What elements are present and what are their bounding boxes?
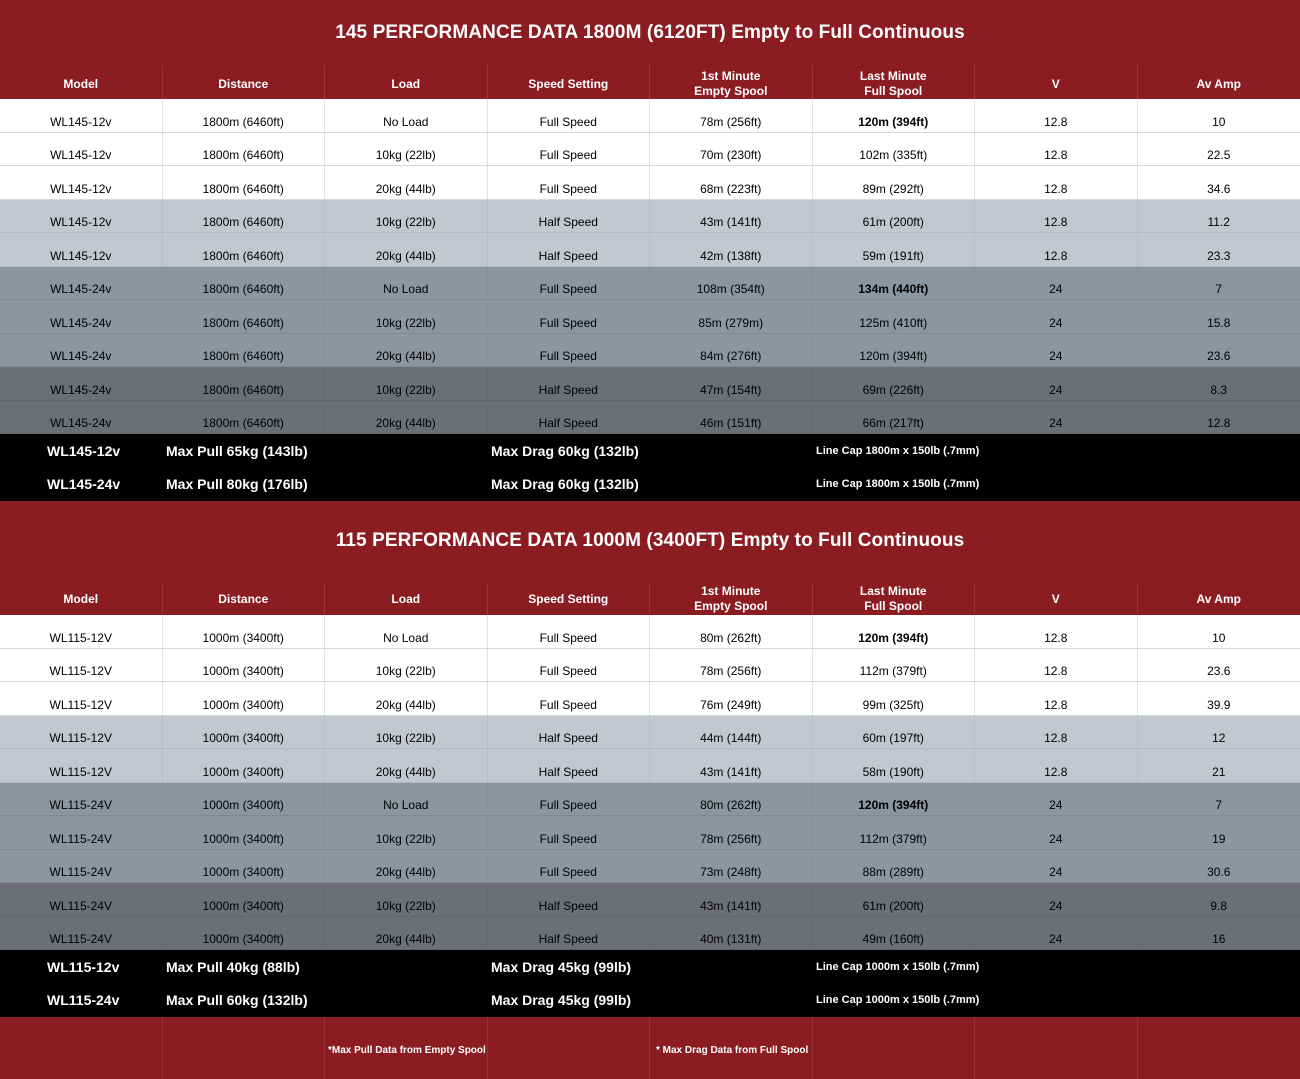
cell-first-minute: 43m (141ft)	[650, 749, 813, 782]
cell-first-minute: 68m (223ft)	[650, 166, 813, 199]
cell-last-minute: 120m (394ft)	[813, 783, 976, 816]
cell-av-amp: 10	[1212, 114, 1226, 129]
table-row	[0, 99, 1300, 133]
header-first-minute	[650, 65, 813, 99]
cell-speed: Full Speed	[488, 615, 651, 648]
cell-last-minute: 120m (394ft)	[813, 334, 976, 367]
cell-last-minute: 59m (191ft)	[813, 233, 976, 266]
cell-speed: Full Speed	[488, 300, 651, 333]
cell-distance: 1800m (6460ft)	[163, 267, 326, 300]
table-row	[0, 615, 1300, 649]
header-av-amp: Av Amp	[1196, 591, 1241, 606]
cell-voltage: 24	[975, 850, 1138, 883]
cell-voltage: 12.8	[975, 200, 1138, 233]
cell-distance: 1000m (3400ft)	[163, 883, 326, 916]
cell-last-minute: 61m (200ft)	[813, 883, 976, 916]
cell-last-minute: 99m (325ft)	[813, 682, 976, 715]
cell-last-minute: 120m (394ft)	[813, 615, 976, 648]
cell-load: 20kg (44lb)	[325, 166, 488, 199]
cell-distance: 1800m (6460ft)	[163, 334, 326, 367]
cell-first-minute: 85m (279m)	[650, 300, 813, 333]
cell-speed: Full Speed	[488, 783, 651, 816]
table-row	[0, 883, 1300, 917]
cell-speed: Full Speed	[488, 816, 651, 849]
cell-load: 20kg (44lb)	[325, 334, 488, 367]
spec-max-pull: Max Pull 60kg (132lb)	[166, 992, 308, 1009]
spec-max-drag: Max Drag 45kg (99lb)	[491, 992, 632, 1009]
section-145-title	[0, 0, 1300, 65]
cell-av-amp: 22.5	[1207, 148, 1231, 162]
cell-av-amp: 7	[1215, 798, 1223, 812]
footer-cell	[0, 1017, 163, 1079]
footnote-max-drag: * Max Drag Data from Full Spool	[656, 1045, 809, 1056]
section-145-header-row	[0, 65, 1300, 99]
spec-row	[0, 950, 1300, 984]
spec-max-drag: Max Drag 45kg (99lb)	[491, 958, 632, 975]
cell-model: WL145-12v	[0, 99, 163, 132]
cell-model: WL115-12V	[0, 682, 163, 715]
header-last-minute-line2: Full Spool	[864, 84, 923, 98]
cell-load: 10kg (22lb)	[325, 649, 488, 682]
spec-max-pull: Max Pull 40kg (88lb)	[166, 958, 300, 975]
cell-av-amp: 19	[1212, 831, 1226, 846]
cell-voltage: 24	[975, 917, 1138, 950]
cell-av-amp: 10	[1212, 630, 1226, 645]
header-first-minute-line2: Empty Spool	[694, 599, 768, 613]
cell-load: No Load	[325, 267, 488, 300]
cell-model: WL145-24v	[0, 267, 163, 300]
cell-model: WL145-12v	[0, 233, 163, 266]
cell-distance: 1800m (6460ft)	[163, 133, 326, 166]
spec-model: WL145-24v	[47, 476, 121, 493]
cell-voltage: 24	[975, 334, 1138, 367]
cell-last-minute: 69m (226ft)	[813, 367, 976, 400]
cell-first-minute: 73m (248ft)	[650, 850, 813, 883]
cell-first-minute: 46m (151ft)	[650, 401, 813, 434]
cell-distance: 1800m (6460ft)	[163, 233, 326, 266]
cell-model: WL115-12V	[0, 749, 163, 782]
cell-model: WL145-12v	[0, 133, 163, 166]
header-load: Load	[325, 583, 488, 615]
spec-max-drag: Max Drag 60kg (132lb)	[491, 442, 639, 459]
cell-distance: 1800m (6460ft)	[163, 367, 326, 400]
cell-av-amp: 30.6	[1207, 865, 1231, 879]
cell-model: WL115-24V	[0, 783, 163, 816]
cell-load: 10kg (22lb)	[325, 300, 488, 333]
cell-load: No Load	[325, 615, 488, 648]
spec-line-cap: Line Cap 1000m x 150lb (.7mm)	[816, 994, 980, 1007]
spec-row	[0, 468, 1300, 502]
table-row	[0, 816, 1300, 850]
table-row	[0, 749, 1300, 783]
cell-speed: Half Speed	[488, 200, 651, 233]
cell-first-minute: 76m (249ft)	[650, 682, 813, 715]
cell-voltage: 12.8	[975, 716, 1138, 749]
cell-voltage: 24	[975, 883, 1138, 916]
table-row	[0, 334, 1300, 368]
cell-load: 20kg (44lb)	[325, 682, 488, 715]
spec-model: WL115-24v	[47, 992, 120, 1009]
cell-distance: 1000m (3400ft)	[163, 917, 326, 950]
table-row	[0, 917, 1300, 951]
table-row	[0, 716, 1300, 750]
cell-first-minute: 40m (131ft)	[650, 917, 813, 950]
cell-model: WL145-24v	[0, 367, 163, 400]
cell-load: 20kg (44lb)	[325, 233, 488, 266]
cell-speed: Half Speed	[488, 917, 651, 950]
table-row	[0, 367, 1300, 401]
cell-av-amp: 12.8	[1207, 416, 1231, 430]
cell-first-minute: 84m (276ft)	[650, 334, 813, 367]
cell-first-minute: 42m (138ft)	[650, 233, 813, 266]
cell-speed: Half Speed	[488, 367, 651, 400]
header-speed-setting: Speed Setting	[488, 583, 651, 615]
cell-av-amp: 16	[1212, 932, 1226, 946]
table-row	[0, 267, 1300, 301]
table-row	[0, 649, 1300, 683]
cell-av-amp: 39.9	[1207, 697, 1231, 712]
cell-load: 10kg (22lb)	[325, 200, 488, 233]
cell-av-amp: 7	[1215, 282, 1223, 296]
cell-voltage: 12.8	[975, 749, 1138, 782]
cell-speed: Full Speed	[488, 649, 651, 682]
cell-voltage: 12.8	[975, 133, 1138, 166]
cell-first-minute: 78m (256ft)	[650, 816, 813, 849]
cell-distance: 1800m (6460ft)	[163, 200, 326, 233]
header-first-minute-line2: Empty Spool	[694, 84, 768, 98]
header-last-minute-line1: Last Minute	[859, 584, 927, 598]
footnote-max-pull: *Max Pull Data from Empty Spool	[328, 1045, 486, 1056]
cell-voltage: 12.8	[975, 615, 1138, 648]
cell-av-amp: 21	[1212, 764, 1226, 779]
cell-last-minute: 134m (440ft)	[813, 267, 976, 300]
cell-model: WL145-24v	[0, 401, 163, 434]
cell-av-amp: 23.6	[1207, 349, 1231, 363]
footer-cell	[1138, 1017, 1300, 1079]
cell-speed: Full Speed	[488, 133, 651, 166]
cell-load: 20kg (44lb)	[325, 917, 488, 950]
header-speed-setting: Speed Setting	[488, 65, 651, 99]
cell-load: 10kg (22lb)	[325, 367, 488, 400]
cell-last-minute: 102m (335ft)	[813, 133, 976, 166]
cell-load: 20kg (44lb)	[325, 749, 488, 782]
cell-speed: Full Speed	[488, 267, 651, 300]
section-115-title	[0, 501, 1300, 583]
header-load: Load	[325, 65, 488, 99]
cell-first-minute: 70m (230ft)	[650, 133, 813, 166]
cell-model: WL115-24V	[0, 816, 163, 849]
cell-first-minute: 78m (256ft)	[650, 99, 813, 132]
cell-model: WL145-24v	[0, 334, 163, 367]
cell-load: 10kg (22lb)	[325, 716, 488, 749]
section-115-title-text: 115 PERFORMANCE DATA 1000M (3400FT) Empty to Full Continuous	[335, 530, 965, 551]
cell-distance: 1000m (3400ft)	[163, 615, 326, 648]
cell-distance: 1000m (3400ft)	[163, 716, 326, 749]
table-row	[0, 133, 1300, 167]
cell-distance: 1800m (6460ft)	[163, 166, 326, 199]
cell-model: WL115-24V	[0, 917, 163, 950]
cell-distance: 1000m (3400ft)	[163, 682, 326, 715]
spec-row	[0, 984, 1300, 1018]
cell-distance: 1800m (6460ft)	[163, 401, 326, 434]
spec-max-pull: Max Pull 65kg (143lb)	[166, 442, 308, 459]
cell-first-minute: 108m (354ft)	[650, 267, 813, 300]
cell-last-minute: 112m (379ft)	[813, 816, 976, 849]
cell-av-amp: 12	[1212, 731, 1226, 745]
cell-voltage: 24	[975, 816, 1138, 849]
header-last-minute	[813, 583, 976, 615]
cell-model: WL115-12V	[0, 649, 163, 682]
cell-voltage: 12.8	[975, 649, 1138, 682]
cell-av-amp: 34.6	[1207, 181, 1231, 196]
spec-max-pull: Max Pull 80kg (176lb)	[166, 476, 308, 493]
cell-load: 20kg (44lb)	[325, 401, 488, 434]
cell-last-minute: 89m (292ft)	[813, 166, 976, 199]
header-last-minute-line2: Full Spool	[864, 599, 923, 613]
cell-distance: 1000m (3400ft)	[163, 816, 326, 849]
cell-last-minute: 66m (217ft)	[813, 401, 976, 434]
header-last-minute-line1: Last Minute	[859, 69, 927, 83]
cell-voltage: 12.8	[975, 99, 1138, 132]
cell-voltage: 12.8	[975, 682, 1138, 715]
spec-model: WL145-12v	[47, 442, 121, 459]
header-last-minute	[813, 65, 976, 99]
footer-notes	[0, 1017, 1300, 1079]
header-first-minute	[650, 583, 813, 615]
cell-speed: Full Speed	[488, 99, 651, 132]
cell-av-amp: 23.3	[1207, 248, 1231, 263]
cell-distance: 1000m (3400ft)	[163, 649, 326, 682]
cell-load: 10kg (22lb)	[325, 133, 488, 166]
cell-voltage: 12.8	[975, 233, 1138, 266]
cell-load: 10kg (22lb)	[325, 883, 488, 916]
cell-model: WL115-24V	[0, 883, 163, 916]
cell-load: No Load	[325, 783, 488, 816]
cell-load: 10kg (22lb)	[325, 816, 488, 849]
cell-av-amp: 9.8	[1210, 898, 1228, 913]
header-first-minute-line1: 1st Minute	[701, 584, 761, 598]
spec-row	[0, 434, 1300, 468]
cell-first-minute: 80m (262ft)	[650, 783, 813, 816]
header-model: Model	[0, 583, 163, 615]
cell-first-minute: 44m (144ft)	[650, 716, 813, 749]
table-row	[0, 682, 1300, 716]
cell-distance: 1800m (6460ft)	[163, 300, 326, 333]
cell-speed: Half Speed	[488, 749, 651, 782]
spec-model: WL115-12v	[47, 958, 120, 975]
cell-model: WL145-12v	[0, 200, 163, 233]
cell-speed: Half Speed	[488, 401, 651, 434]
cell-last-minute: 58m (190ft)	[813, 749, 976, 782]
cell-first-minute: 78m (256ft)	[650, 649, 813, 682]
table-row	[0, 200, 1300, 234]
cell-voltage: 24	[975, 367, 1138, 400]
cell-voltage: 24	[975, 401, 1138, 434]
header-distance: Distance	[163, 583, 326, 615]
spec-line-cap: Line Cap 1800m x 150lb (.7mm)	[816, 478, 980, 491]
footer-cell	[163, 1017, 326, 1079]
section-145-title-text: 145 PERFORMANCE DATA 1800M (6120FT) Empty to Full Continuous	[335, 21, 965, 43]
cell-av-amp: 23.6	[1207, 664, 1231, 678]
cell-model: WL145-24v	[0, 300, 163, 333]
table-row	[0, 401, 1300, 435]
footer-cell	[488, 1017, 651, 1079]
header-distance: Distance	[163, 65, 326, 99]
table-row	[0, 850, 1300, 884]
cell-distance: 1000m (3400ft)	[163, 749, 326, 782]
header-voltage: V	[975, 583, 1138, 615]
cell-first-minute: 80m (262ft)	[650, 615, 813, 648]
cell-voltage: 12.8	[975, 166, 1138, 199]
table-row	[0, 300, 1300, 334]
cell-load: No Load	[325, 99, 488, 132]
section-115-header-row	[0, 583, 1300, 615]
cell-av-amp: 8.3	[1210, 382, 1228, 397]
cell-speed: Full Speed	[488, 334, 651, 367]
cell-voltage: 24	[975, 300, 1138, 333]
cell-last-minute: 61m (200ft)	[813, 200, 976, 233]
cell-last-minute: 125m (410ft)	[813, 300, 976, 333]
header-model: Model	[0, 65, 163, 99]
table-row	[0, 783, 1300, 817]
section-115-table-body	[0, 615, 1300, 950]
cell-distance: 1000m (3400ft)	[163, 850, 326, 883]
header-voltage: V	[975, 65, 1138, 99]
cell-first-minute: 43m (141ft)	[650, 200, 813, 233]
cell-first-minute: 47m (154ft)	[650, 367, 813, 400]
table-row	[0, 233, 1300, 267]
cell-speed: Full Speed	[488, 850, 651, 883]
cell-distance: 1800m (6460ft)	[163, 99, 326, 132]
cell-av-amp: 11.2	[1207, 215, 1230, 229]
spec-line-cap: Line Cap 1800m x 150lb (.7mm)	[816, 444, 980, 457]
spec-max-drag: Max Drag 60kg (132lb)	[491, 476, 639, 493]
section-145-table-body	[0, 99, 1300, 434]
footer-cell	[975, 1017, 1138, 1079]
cell-model: WL115-12V	[0, 615, 163, 648]
cell-distance: 1000m (3400ft)	[163, 783, 326, 816]
cell-last-minute: 88m (289ft)	[813, 850, 976, 883]
cell-last-minute: 120m (394ft)	[813, 99, 976, 132]
cell-model: WL145-12v	[0, 166, 163, 199]
header-av-amp: Av Amp	[1196, 76, 1241, 91]
cell-voltage: 24	[975, 783, 1138, 816]
spec-line-cap: Line Cap 1000m x 150lb (.7mm)	[816, 960, 980, 973]
cell-speed: Full Speed	[488, 166, 651, 199]
cell-voltage: 24	[975, 267, 1138, 300]
cell-last-minute: 60m (197ft)	[813, 716, 976, 749]
footer-cell	[813, 1017, 976, 1079]
cell-speed: Half Speed	[488, 233, 651, 266]
cell-last-minute: 49m (160ft)	[813, 917, 976, 950]
cell-av-amp: 15.8	[1207, 315, 1231, 330]
cell-speed: Full Speed	[488, 682, 651, 715]
table-row	[0, 166, 1300, 200]
cell-first-minute: 43m (141ft)	[650, 883, 813, 916]
header-first-minute-line1: 1st Minute	[701, 69, 761, 83]
cell-last-minute: 112m (379ft)	[813, 649, 976, 682]
cell-load: 20kg (44lb)	[325, 850, 488, 883]
cell-speed: Half Speed	[488, 883, 651, 916]
cell-model: WL115-24V	[0, 850, 163, 883]
cell-model: WL115-12V	[0, 716, 163, 749]
cell-speed: Half Speed	[488, 716, 651, 749]
